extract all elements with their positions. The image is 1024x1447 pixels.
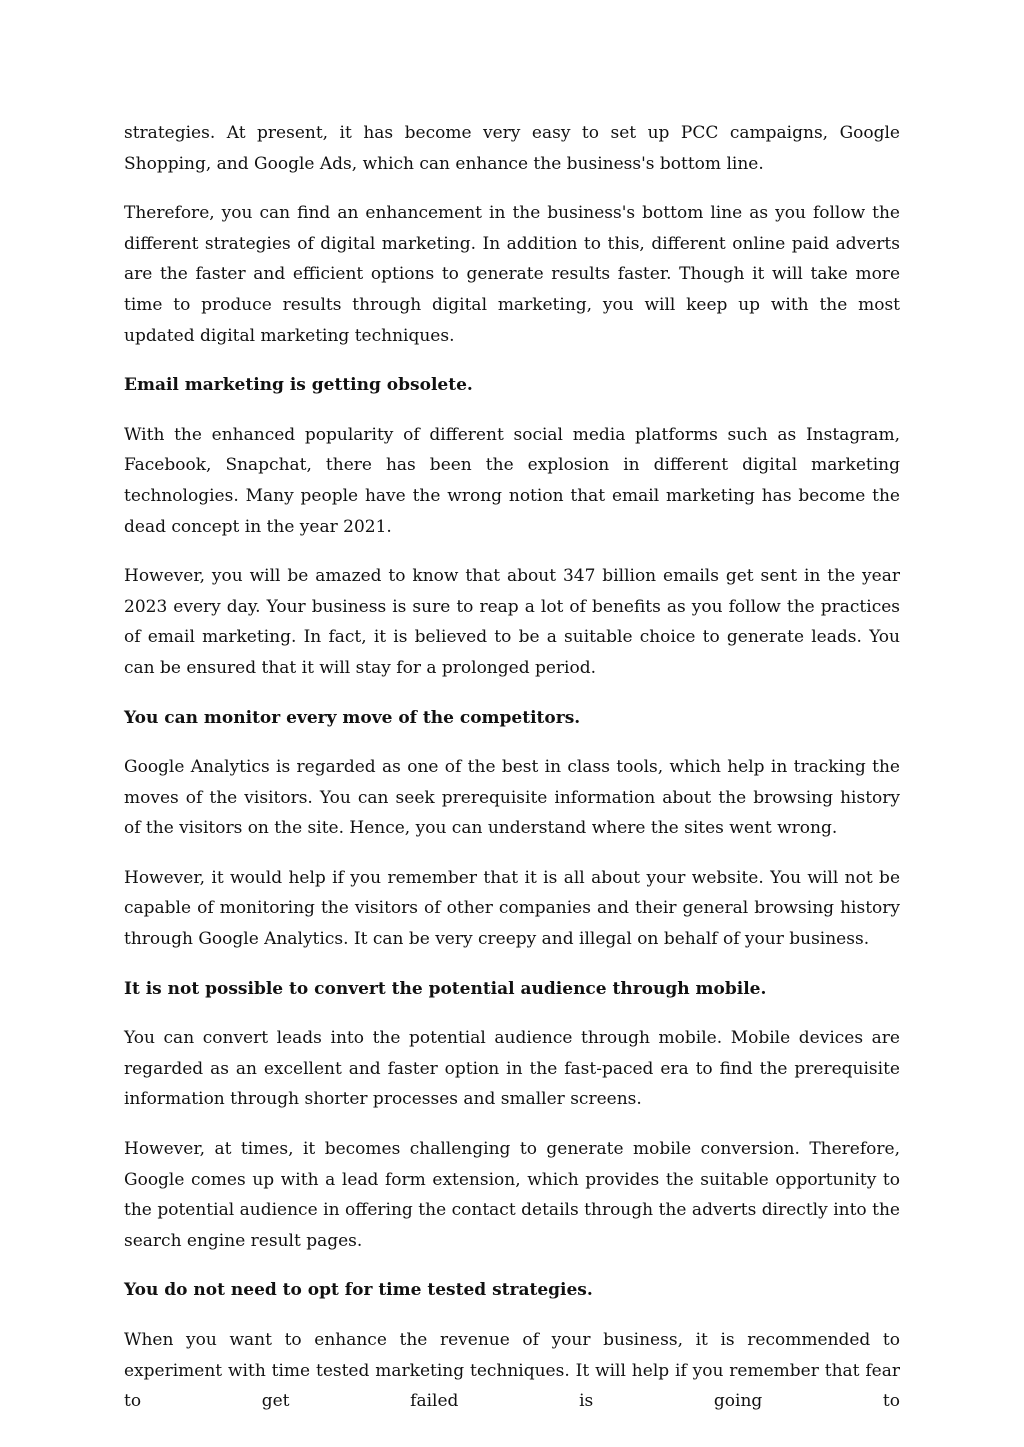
paragraph-9: When you want to enhance the revenue of your business, it is recommended to experiment with time tested marketing techniques. It will help if you remember that fear to get failed is going to [124,1330,900,1412]
document-page [124,118,900,1436]
paragraph-8: However, at times, it becomes challenging to generate mobile conversion. Therefore, Google comes up with a lead form extension, which provides the suitable opportunity to the potential audience in offering the contact details through the adverts directly into the search engine result pages. [124,1139,900,1251]
heading-mobile-conversion: It is not possible to convert the potential audience through mobile. [124,978,767,999]
paragraph-6: However, it would help if you remember that it is all about your website. You will not be capable of monitoring the visitors of other companies and their general browsing history through Google Analytics. It can be very creepy and illegal on behalf of your business. [124,867,900,950]
heading-email-marketing: Email marketing is getting obsolete. [124,375,473,396]
heading-time-tested-strategies: You do not need to opt for time tested strategies. [124,1280,593,1301]
paragraph-3: With the enhanced popularity of different social media platforms such as Instagram, Facebook, Snapchat, there has been the explosion in different digital marketing technologies. Many people have the wrong notion that email marketing has become the dead concept in the year 2021. [124,424,900,537]
heading-monitor-competitors: You can monitor every move of the competitors. [124,707,581,728]
paragraph-5: Google Analytics is regarded as one of the best in class tools, which help in tracking the moves of the visitors. You can seek prerequisite information about the browsing history of the visitors on the site. Hence, you can understand where the sites went wrong. [124,757,900,839]
paragraph-2: Therefore, you can find an enhancement in the business's bottom line as you follow the different strategies of digital marketing. In addition to this, different online paid adverts are the faster and efficient options to generate results faster. Though it will take more time to produce results through digital marketing, you will keep up with the most updated digital marketing techniques. [124,203,900,346]
paragraph-7: You can convert leads into the potential audience through mobile. Mobile devices are regarded as an excellent and faster option in the fast-paced era to find the prerequisite information through shorter processes and smaller screens. [124,1028,900,1110]
paragraph-1: strategies. At present, it has become very easy to set up PCC campaigns, Google Shopping, and Google Ads, which can enhance the business's bottom line. [124,123,900,174]
paragraph-4: However, you will be amazed to know that about 347 billion emails get sent in the year 2023 every day. Your business is sure to reap a lot of benefits as you follow the practices of email marketing. In fact, it is believed to be a suitable choice to generate leads. You can be ensured that it will stay for a prolonged period. [124,566,900,678]
